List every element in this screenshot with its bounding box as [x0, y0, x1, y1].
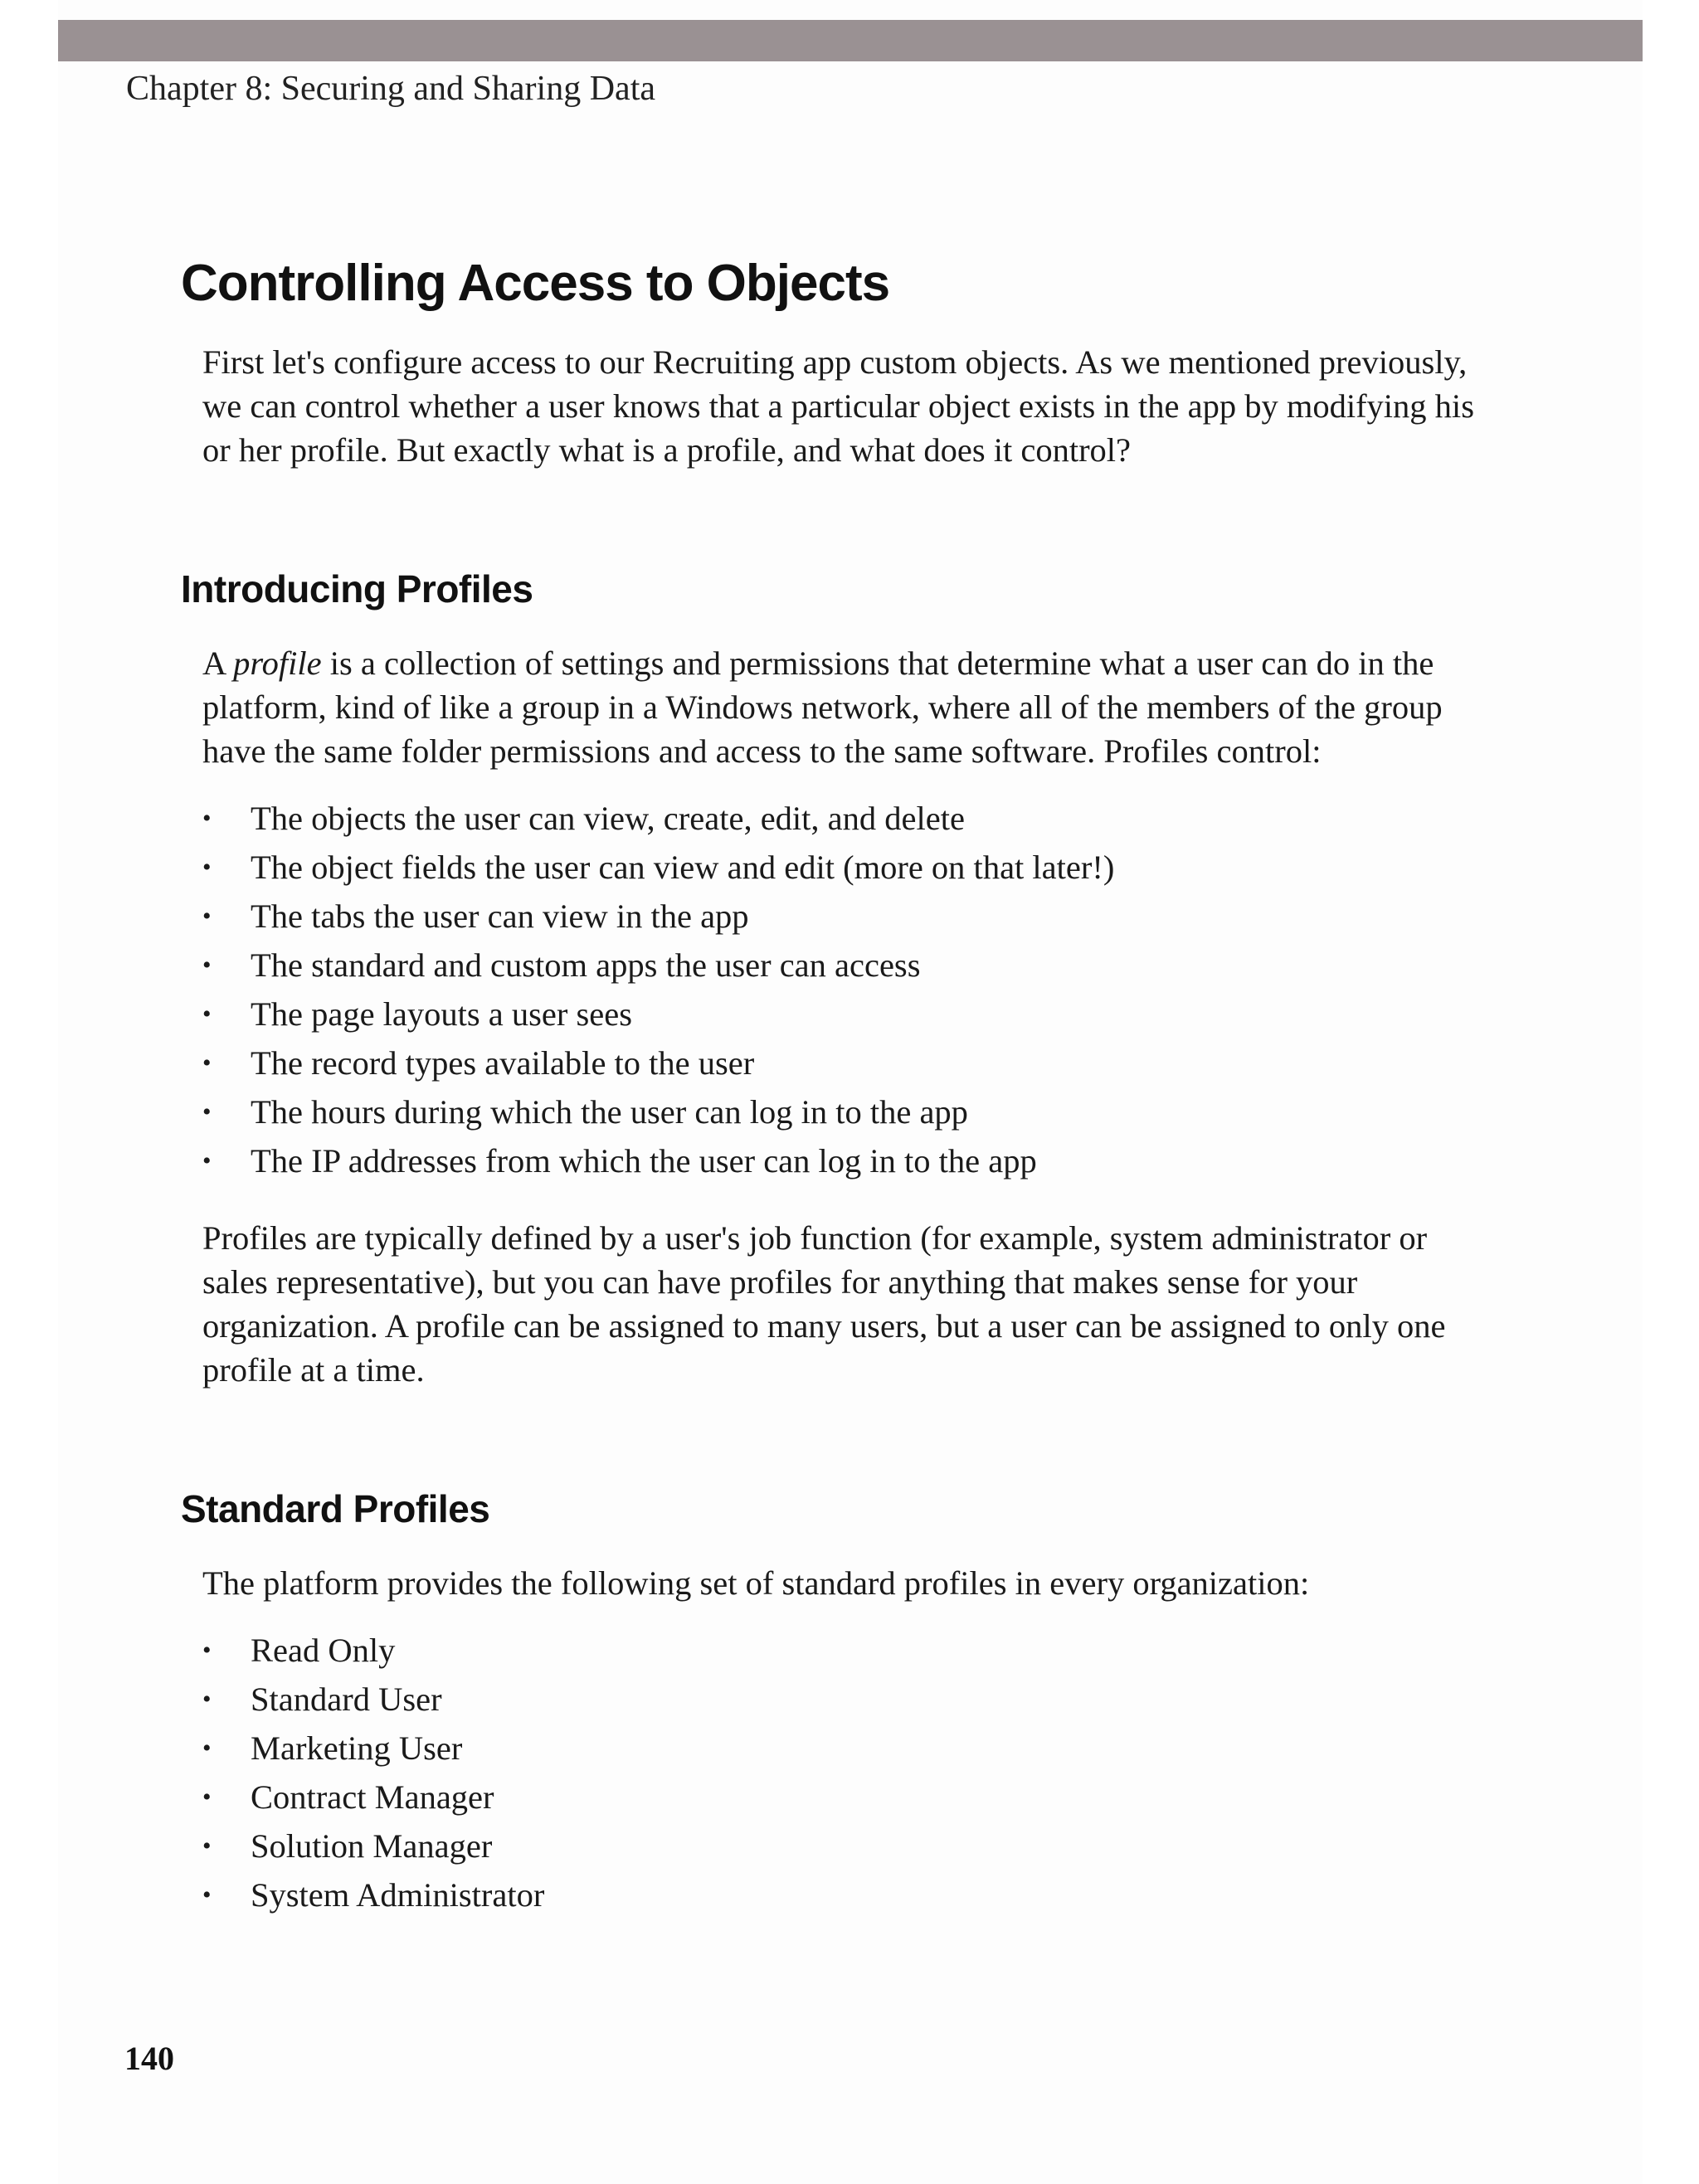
bullet-icon: •: [202, 1049, 212, 1077]
bullet-icon: •: [202, 805, 212, 832]
list-item-text: The record types available to the user: [251, 1044, 755, 1082]
list-item-text: Solution Manager: [251, 1827, 493, 1865]
intro-line: we can control whether a user knows that a particular object exists in the app by modifying his: [202, 387, 1474, 425]
outro-line: Profiles are typically defined by a user's job function (for example, system administrator or: [202, 1219, 1428, 1257]
outro-line: profile at a time.: [202, 1351, 425, 1389]
list-item-text: The tabs the user can view in the app: [251, 897, 749, 935]
list-item-text: The object fields the user can view and edit (more on that later!): [251, 849, 1115, 886]
standard-intro-line: The platform provides the following set of standard profiles in every organization:: [202, 1564, 1310, 1602]
definition-line: [202, 641, 1480, 685]
list-item-text: The hours during which the user can log in to the app: [251, 1093, 968, 1131]
standard-profiles-list: [202, 1626, 1480, 1919]
list-item: [202, 1773, 1480, 1822]
definition-line-text: is a collection of settings and permissions that determine what a user can do in the: [321, 644, 1434, 682]
list-item: [202, 1870, 1480, 1919]
list-item: [202, 1724, 1480, 1773]
bullet-icon: •: [202, 1734, 212, 1762]
profile-controls-list: [202, 794, 1480, 1185]
bullet-icon: •: [202, 1881, 212, 1909]
bullet-icon: •: [202, 1832, 212, 1860]
definition-line: platform, kind of like a group in a Windows network, where all of the members of the group: [202, 688, 1443, 726]
definition-prefix: A: [202, 644, 234, 682]
profiles-definition-paragraph: [202, 641, 1480, 773]
list-item: [202, 990, 1480, 1038]
section-title-controlling-access: Controlling Access to Objects: [181, 255, 890, 312]
list-item: [202, 1626, 1480, 1675]
section-title-introducing-profiles: Introducing Profiles: [181, 567, 533, 610]
list-item-text: The IP addresses from which the user can log in to the app: [251, 1142, 1037, 1180]
bullet-icon: •: [202, 1685, 212, 1713]
list-item: [202, 1136, 1480, 1185]
list-item-text: System Administrator: [251, 1876, 545, 1914]
definition-line: have the same folder permissions and access to the same software. Profiles control:: [202, 732, 1322, 770]
list-item: [202, 843, 1480, 892]
list-item-text: The standard and custom apps the user can access: [251, 946, 921, 984]
intro-line: First let's configure access to our Recruiting app custom objects. As we mentioned previously,: [202, 343, 1468, 381]
list-item: [202, 892, 1480, 941]
list-item: [202, 1087, 1480, 1136]
list-item-text: Standard User: [251, 1681, 442, 1718]
list-item: [202, 1675, 1480, 1724]
list-item-text: Marketing User: [251, 1729, 463, 1767]
bullet-icon: •: [202, 902, 212, 930]
outro-line: sales representative), but you can have profiles for anything that makes sense for your: [202, 1263, 1358, 1301]
page-number: 140: [124, 2040, 174, 2077]
section-title-standard-profiles: Standard Profiles: [181, 1487, 490, 1530]
bullet-icon: •: [202, 1637, 212, 1664]
list-item-text: Contract Manager: [251, 1778, 494, 1816]
list-item-text: The page layouts a user sees: [251, 995, 632, 1033]
list-item: [202, 941, 1480, 990]
intro-line: or her profile. But exactly what is a profile, and what does it control?: [202, 431, 1132, 469]
list-item: [202, 794, 1480, 843]
list-item: [202, 1822, 1480, 1870]
bullet-icon: •: [202, 1783, 212, 1811]
bullet-icon: •: [202, 1098, 212, 1126]
standard-profiles-intro: [202, 1561, 1480, 1605]
list-item: [202, 1038, 1480, 1087]
profile-term: profile: [233, 644, 322, 682]
running-head: Chapter 8: Securing and Sharing Data: [126, 70, 655, 108]
list-item-text: Read Only: [251, 1632, 396, 1669]
profiles-job-function-paragraph: [202, 1216, 1480, 1392]
outro-line: organization. A profile can be assigned to many users, but a user can be assigned to only one: [202, 1307, 1446, 1345]
bullet-icon: •: [202, 1000, 212, 1028]
list-item-text: The objects the user can view, create, edit, and delete: [251, 800, 965, 837]
bullet-icon: •: [202, 854, 212, 881]
header-bar: [58, 20, 1643, 61]
intro-paragraph: [202, 340, 1480, 472]
bullet-icon: •: [202, 951, 212, 979]
bullet-icon: •: [202, 1147, 212, 1175]
